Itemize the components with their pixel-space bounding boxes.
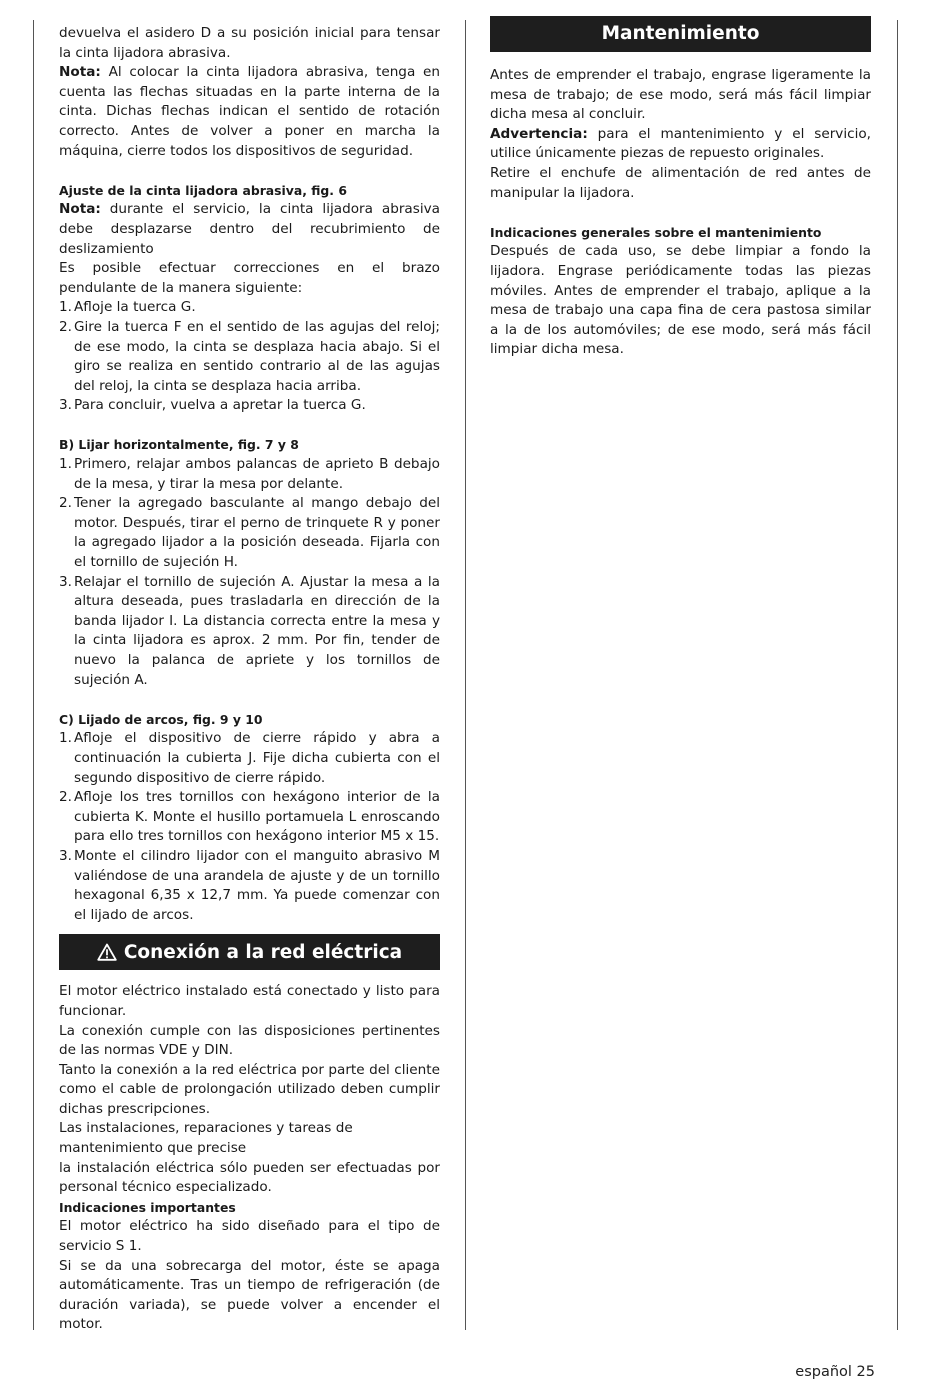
column-rule-right: [897, 20, 898, 1330]
general-maintenance-paragraph: Después de cada uso, se debe limpiar a fondo la lijadora. Engrase periódicamente todas las piezas móviles. Antes de emprender el trabajo, aplique a la mesa de trabajo una capa fina de cera pastosa similar a la de los automóviles; de ese modo, será más fácil limpiar dicha mesa.: [490, 243, 871, 358]
s1-nota-paragraph: [59, 200, 440, 259]
conexion-paragraph: El motor eléctrico ha sido diseñado para el tipo de servicio S 1.: [59, 1218, 440, 1255]
conexion-paragraph: Si se da una sobrecarga del motor, éste se apaga automáticamente. Tras un tiempo de refrigeración (de duración variada), se puede volver a encender el motor.: [59, 1257, 440, 1333]
conexion-banner: [59, 934, 440, 970]
list-item: 1. Afloje el dispositivo de cierre rápido y abra a continuación la cubierta J. Fije dicha cubierta con el segundo dispositivo de cierre rápido.: [59, 730, 440, 786]
warning-triangle-icon: [97, 943, 117, 961]
s1-nota-label: Nota:: [59, 201, 101, 218]
intro-paragraph: devuelva el asidero D a su posición inicial para tensar la cinta lijadora abrasiva.: [59, 25, 440, 61]
advertencia-label: Advertencia:: [490, 125, 588, 142]
column-rule-center: [465, 20, 466, 1330]
s3-steps: [59, 729, 440, 925]
list-item: 2. Gire la tuerca F en el sentido de las agujas del reloj; de ese modo, la cinta se desplaza hacia abajo. Si el giro se realiza en sentido contrario al de las agujas del reloj, la cinta se desplaza hacia arriba.: [59, 318, 440, 394]
section-heading-lijado-arcos: C) Lijado de arcos, fig. 9 y 10: [59, 711, 263, 727]
page-number: español 25: [795, 1364, 875, 1380]
nota-paragraph: [59, 63, 440, 161]
conexion-paragraph: La conexión cumple con las disposiciones pertinentes de las normas VDE y DIN.: [59, 1022, 440, 1059]
mantenimiento-paragraph: Antes de emprender el trabajo, engrase ligeramente la mesa de trabajo; de ese modo, será más fácil limpiar dicha mesa al concluir.: [490, 67, 871, 123]
s1-intro: Es posible efectuar correcciones en el brazo pendulante de la manera siguiente:: [59, 260, 440, 296]
nota-label: Nota:: [59, 64, 101, 81]
mantenimiento-banner: [490, 16, 871, 52]
s1-steps: [59, 298, 440, 416]
s2-steps: [59, 455, 440, 690]
advertencia-text: para el mantenimiento y el servicio, utilice únicamente piezas de repuesto originales.: [490, 125, 871, 162]
advertencia-paragraph: [490, 125, 871, 164]
list-item: 2. Afloje los tres tornillos con hexágono interior de la cubierta K. Monte el husillo portamuela L enroscando para ello tres tornillos con hexágono interior M5 x 15.: [59, 789, 440, 845]
list-item: 2. Tener la agregado basculante al mango debajo del motor. Después, tirar el perno de trinquete R y poner la agregado lijador a la posición deseada. Fijarla con el tornillo de sujeción H.: [59, 495, 440, 571]
nota-text: Al colocar la cinta lijadora abrasiva, tenga en cuenta las flechas situadas en la parte interna de la cinta. Dichas flechas indican el sentido de rotación correcto. Antes de volver a poner en marcha la máquina, cierre todos los dispositivos de seguridad.: [59, 64, 440, 159]
column-rule-left: [33, 20, 34, 1330]
general-maintenance-heading: Indicaciones generales sobre el mantenimiento: [490, 224, 822, 240]
list-item: 1. Afloje la tuerca G.: [59, 299, 196, 316]
mantenimiento-title: Mantenimiento: [601, 23, 760, 45]
indicaciones-heading: Indicaciones importantes: [59, 1199, 236, 1215]
conexion-title: Conexión a la red eléctrica: [123, 941, 403, 963]
right-column: [490, 16, 871, 360]
conexion-paragraph: El motor eléctrico instalado está conectado y listo para funcionar.: [59, 983, 440, 1019]
conexion-paragraph: Las instalaciones, reparaciones y tareas de mantenimiento que precise: [59, 1120, 353, 1157]
list-item: 1. Primero, relajar ambos palancas de aprieto B debajo de la mesa, y tirar la mesa por delante.: [59, 456, 440, 492]
list-item: 3. Monte el cilindro lijador con el manguito abrasivo M valiéndose de una arandela de ajuste y de un tornillo hexagonal 6,35 x 12,7 mm. Ya puede comenzar con el lijado de arcos.: [59, 847, 440, 923]
left-column: [59, 24, 440, 1335]
list-item: 3. Para concluir, vuelva a apretar la tuerca G.: [59, 397, 366, 414]
list-item: 3. Relajar el tornillo de sujeción A. Ajustar la mesa a la altura deseada, pues trasladarla en dirección de la banda lijador I. La distancia correcta entre la mesa y la cinta lijadora es aprox. 2 mm. Por fin, tender de nuevo la palanca de apriete y los tornillos de sujeción A.: [59, 573, 440, 688]
conexion-paragraph: Tanto la conexión a la red eléctrica por parte del cliente como el cable de prolongación utilizado deben cumplir dichas prescripciones.: [59, 1061, 440, 1117]
mantenimiento-paragraph: Retire el enchufe de alimentación de red antes de manipular la lijadora.: [490, 164, 871, 201]
section-heading-ajuste: Ajuste de la cinta lijadora abrasiva, fig. 6: [59, 182, 347, 198]
s1-nota-text: durante el servicio, la cinta lijadora abrasiva debe desplazarse dentro del recubrimiento de deslizamiento: [59, 201, 440, 257]
section-heading-lijar-horizontal: B) Lijar horizontalmente, fig. 7 y 8: [59, 437, 299, 453]
conexion-paragraph: la instalación eléctrica sólo pueden ser efectuadas por personal técnico especializado.: [59, 1159, 440, 1196]
